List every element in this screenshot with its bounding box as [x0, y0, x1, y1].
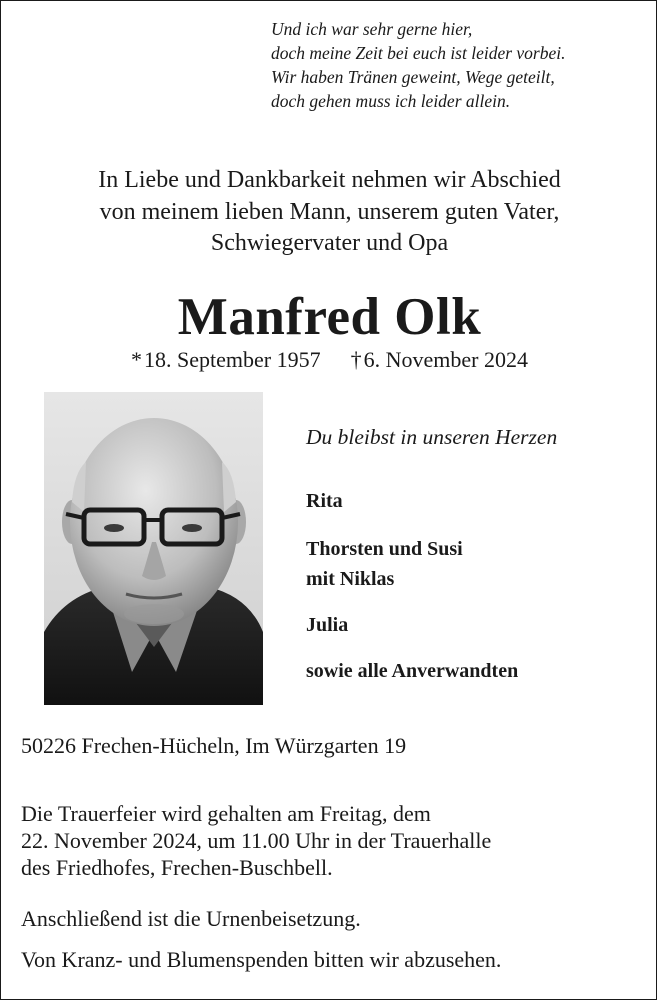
- memorial-poem: [271, 17, 651, 113]
- death-cross-symbol: †: [350, 347, 362, 372]
- intro-line: von meinem lieben Mann, unserem guten Vater,: [99, 198, 560, 225]
- poem-line: Und ich war sehr gerne hier,: [271, 19, 473, 39]
- mourner-entry: [306, 610, 348, 640]
- intro-line: Schwiegervater und Opa: [210, 230, 449, 256]
- service-line: 22. November 2024, um 11.00 Uhr in der Trauerhalle: [21, 828, 492, 853]
- funeral-service-info: [21, 800, 491, 881]
- mourner-line: sowie alle Anverwandten: [306, 660, 519, 682]
- mourner-line: Julia: [306, 614, 349, 636]
- mourner-entry: [306, 656, 518, 686]
- service-line: Die Trauerfeier wird gehalten am Freitag, dem: [21, 801, 431, 826]
- deceased-name: Manfred Olk: [177, 288, 482, 346]
- no-flowers-request: Von Kranz- und Blumenspenden bitten wir abzusehen.: [21, 947, 502, 972]
- life-dates: [1, 344, 657, 376]
- service-line: des Friedhofes, Frechen-Buschbell.: [21, 855, 333, 880]
- urn-burial-note: Anschließend ist die Urnenbeisetzung.: [21, 906, 361, 931]
- mourner-line: Rita: [306, 490, 343, 512]
- death-date: 6. November 2024: [363, 347, 528, 372]
- mourner-line: mit Niklas: [306, 568, 395, 590]
- mourner-line: Thorsten und Susi: [306, 538, 463, 560]
- portrait-photo: [44, 392, 263, 705]
- portrait-illustration: [44, 392, 263, 705]
- family-address: 50226 Frechen-Hücheln, Im Würzgarten 19: [21, 733, 407, 758]
- birth-symbol: *: [131, 347, 143, 372]
- poem-line: Wir haben Tränen geweint, Wege geteilt,: [271, 67, 555, 87]
- farewell-intro: [1, 165, 657, 260]
- birth-date: 18. September 1957: [144, 347, 321, 372]
- memorial-motto: Du bleibst in unseren Herzen: [306, 425, 558, 449]
- poem-line: doch meine Zeit bei euch ist leider vorbei.: [271, 43, 566, 63]
- poem-line: doch gehen muss ich leider allein.: [271, 91, 511, 111]
- intro-line: In Liebe und Dankbarkeit nehmen wir Abschied: [98, 167, 561, 193]
- mourner-entry: [306, 486, 343, 516]
- mourner-entry: [306, 534, 463, 594]
